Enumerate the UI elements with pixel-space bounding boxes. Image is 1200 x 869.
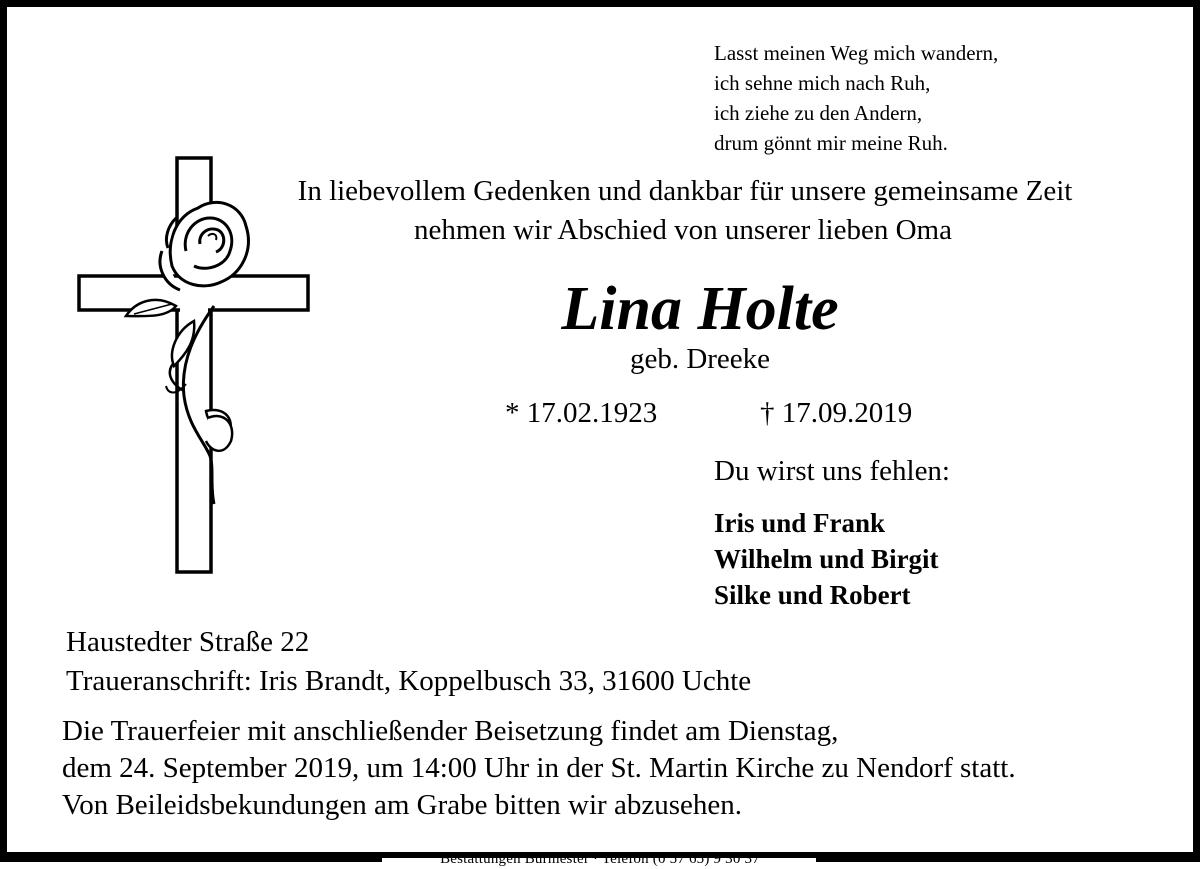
mourner-name: Silke und Robert <box>714 580 911 610</box>
footer <box>0 852 1200 869</box>
poem-line: ich sehne mich nach Ruh, <box>714 71 931 95</box>
ceremony-line: dem 24. September 2019, um 14:00 Uhr in der St. Martin Kirche zu Nendorf statt. <box>62 752 1016 784</box>
ceremony-info <box>62 713 1016 824</box>
mourning-address: Traueranschrift: Iris Brandt, Koppelbusch 33, 31600 Uchte <box>66 665 752 697</box>
funeral-home-credit: Bestattungen Burmester · Telefon (0 57 65) 9 30 37 <box>440 851 760 867</box>
footer-rule-left <box>0 855 382 862</box>
mourner-name: Wilhelm und Birgit <box>714 544 939 574</box>
ceremony-line: Von Beileidsbekundungen am Grabe bitten wir abzusehen. <box>62 789 742 821</box>
ceremony-line: Die Trauerfeier mit anschließender Beisetzung findet am Dienstag, <box>62 715 839 747</box>
intro-line-1: In liebevollem Gedenken und dankbar für unsere gemeinsame Zeit <box>297 175 1073 207</box>
farewell-text: Du wirst uns fehlen: <box>714 455 950 487</box>
death-date: † 17.09.2019 <box>760 397 913 429</box>
birth-date: * 17.02.1923 <box>505 397 658 429</box>
intro-line-2: nehmen wir Abschied von unserer lieben Oma <box>414 214 952 246</box>
poem-line: Lasst meinen Weg mich wandern, <box>714 41 999 65</box>
mourners-list <box>714 505 939 613</box>
poem-line: drum gönnt mir meine Ruh. <box>714 131 948 155</box>
poem <box>714 38 998 158</box>
mourner-name: Iris und Frank <box>714 508 886 538</box>
poem-line: ich ziehe zu den Andern, <box>714 101 923 125</box>
footer-rule-right <box>816 855 1200 862</box>
home-address: Haustedter Straße 22 <box>66 626 310 658</box>
maiden-name: geb. Dreeke <box>629 343 771 375</box>
deceased-name: Lina Holte <box>561 275 839 343</box>
